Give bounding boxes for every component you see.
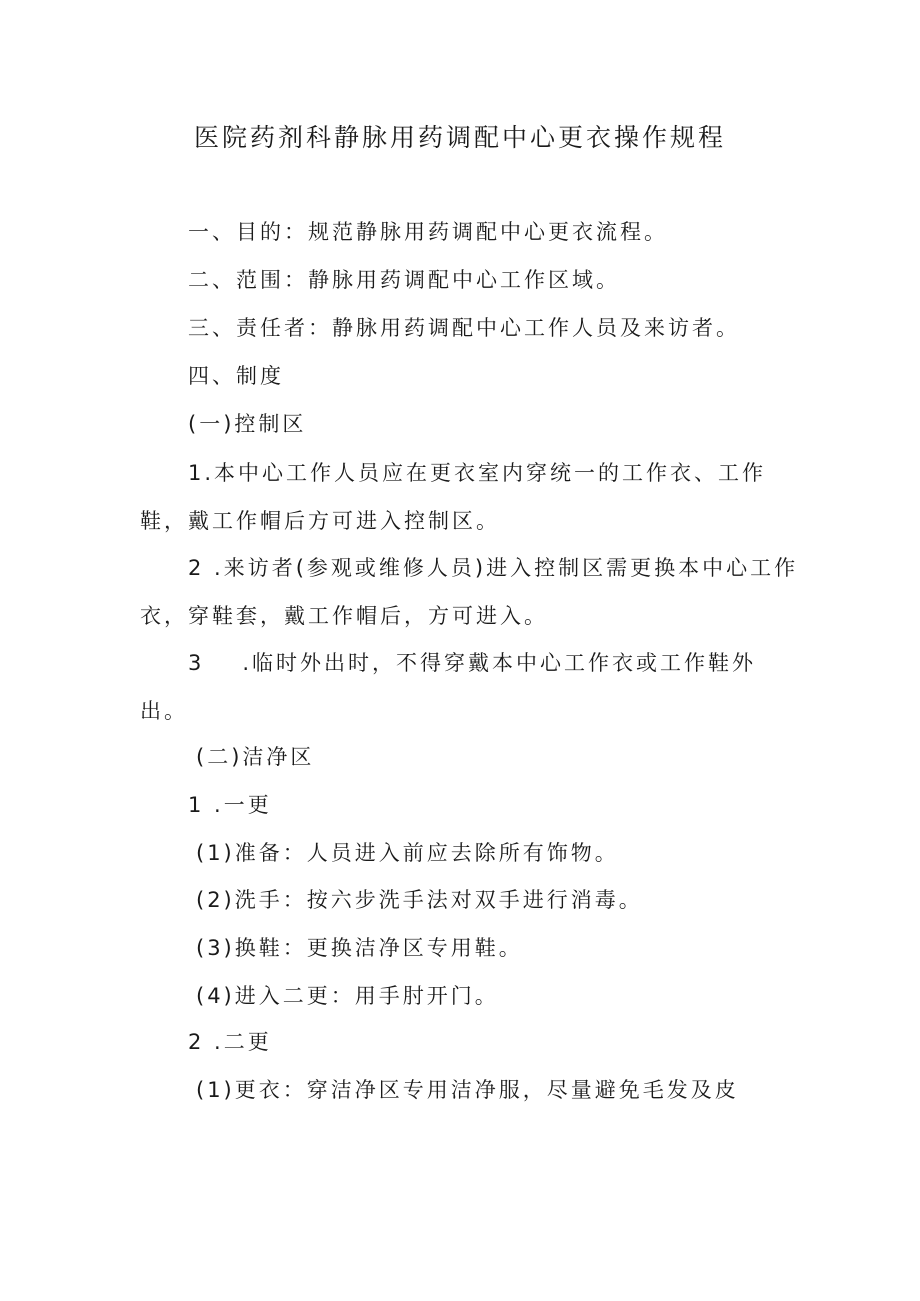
control-item3-text: .临时外出时，不得穿戴本中心工作衣或工作鞋外 <box>242 651 757 675</box>
control-area-heading: (一)控制区 <box>188 412 307 436</box>
first-change-heading: 1 .一更 <box>188 793 272 817</box>
responsible-paragraph: 三、责任者：静脉用药调配中心工作人员及来访者。 <box>188 316 740 340</box>
control-item3-number: 3 <box>188 651 205 675</box>
clean-area-heading: (二)洁净区 <box>196 745 315 769</box>
purpose-paragraph: 一、目的：规范静脉用药调配中心更衣流程。 <box>188 220 668 244</box>
control-item2-line2: 衣，穿鞋套，戴工作帽后，方可进入。 <box>140 604 548 628</box>
second-change-step1: (1)更衣：穿洁净区专用洁净服，尽量避免毛发及皮 <box>196 1078 739 1102</box>
first-change-step3: (3)换鞋：更换洁净区专用鞋。 <box>196 936 523 960</box>
scope-paragraph: 二、范围：静脉用药调配中心工作区域。 <box>188 268 620 292</box>
first-change-step4: (4)进入二更：用手肘开门。 <box>196 984 499 1008</box>
system-heading: 四、制度 <box>188 364 284 388</box>
control-item1-line1: 1.本中心工作人员应在更衣室内穿统一的工作衣、工作 <box>188 461 767 485</box>
first-change-step2: (2)洗手：按六步洗手法对双手进行消毒。 <box>196 888 643 912</box>
control-item3-line2: 出。 <box>140 699 188 723</box>
control-item3-line1 <box>188 648 756 678</box>
first-change-step1: (1)准备：人员进入前应去除所有饰物。 <box>196 841 619 865</box>
control-item1-line2: 鞋，戴工作帽后方可进入控制区。 <box>140 509 500 533</box>
control-item2-line1: 2 .来访者(参观或维修人员)进入控制区需更换本中心工作 <box>188 556 799 580</box>
document-title: 医院药剂科静脉用药调配中心更衣操作规程 <box>193 123 726 152</box>
second-change-heading: 2 .二更 <box>188 1030 272 1054</box>
